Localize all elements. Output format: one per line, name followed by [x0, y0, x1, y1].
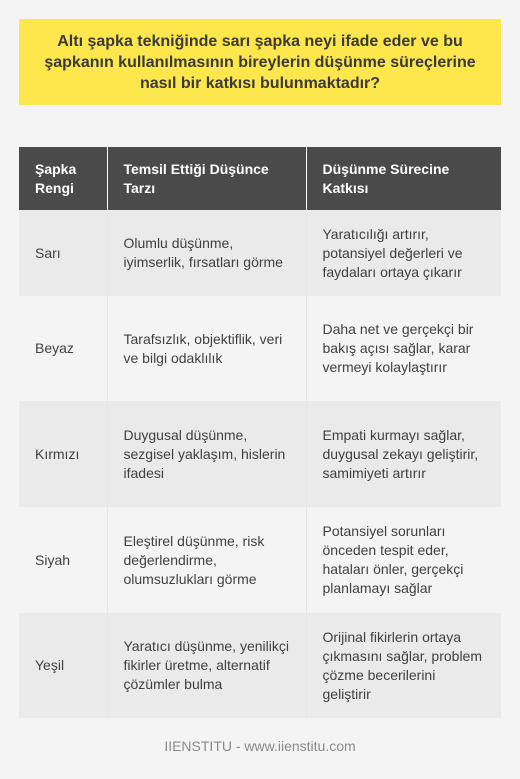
header-thinking-style: Temsil Ettiği Düşünce Tarzı — [107, 147, 306, 210]
footer-credit: IIENSTITU - www.iienstitu.com — [164, 738, 356, 754]
hat-color-cell: Kırmızı — [19, 401, 107, 507]
hat-color-cell: Yeşil — [19, 613, 107, 718]
table-row — [19, 296, 501, 401]
header-contribution: Düşünme Sürecine Katkısı — [306, 147, 501, 210]
table-header-row — [19, 147, 501, 210]
hat-color-cell: Beyaz — [19, 296, 107, 401]
contribution-cell: Empati kurmayı sağlar, duygusal zekayı geliştirir, samimiyeti artırır — [306, 401, 501, 507]
thinking-style-cell: Eleştirel düşünme, risk değerlendirme, olumsuzlukları görme — [107, 507, 306, 613]
table-row — [19, 507, 501, 613]
thinking-style-cell: Duygusal düşünme, sezgisel yaklaşım, hislerin ifadesi — [107, 401, 306, 507]
contribution-cell: Orijinal fikirlerin ortaya çıkmasını sağlar, problem çözme becerilerini geliştirir — [306, 613, 501, 718]
thinking-style-cell: Yaratıcı düşünme, yenilikçi fikirler üretme, alternatif çözümler bulma — [107, 613, 306, 718]
hat-color-cell: Sarı — [19, 210, 107, 296]
hat-color-cell: Siyah — [19, 507, 107, 613]
thinking-style-cell: Tarafsızlık, objektiflik, veri ve bilgi odaklılık — [107, 296, 306, 401]
thinking-style-cell: Olumlu düşünme, iyimserlik, fırsatları görme — [107, 210, 306, 296]
hat-table — [19, 147, 501, 718]
question-text: Altı şapka tekniğinde sarı şapka neyi ifade eder ve bu şapkanın kullanılmasının bireylerin düşünme süreçlerine nasıl bir katkısı bulunmaktadır? — [44, 32, 476, 92]
contribution-cell: Daha net ve gerçekçi bir bakış açısı sağlar, karar vermeyi kolaylaştırır — [306, 296, 501, 401]
question-banner — [19, 19, 501, 105]
header-hat-color: Şapka Rengi — [19, 147, 107, 210]
table-row — [19, 401, 501, 507]
table-row — [19, 613, 501, 718]
contribution-cell: Yaratıcılığı artırır, potansiyel değerleri ve faydaları ortaya çıkarır — [306, 210, 501, 296]
contribution-cell: Potansiyel sorunları önceden tespit eder, hataları önler, gerçekçi planlamayı sağlar — [306, 507, 501, 613]
table-row — [19, 210, 501, 296]
